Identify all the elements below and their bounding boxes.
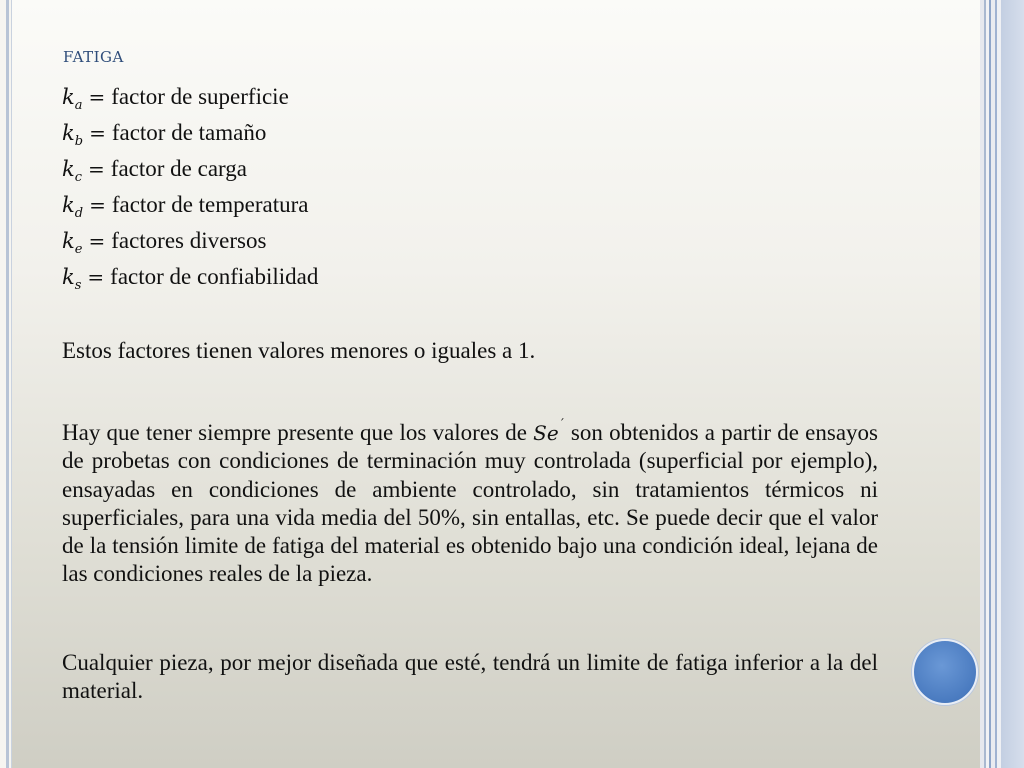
- statement-paragraph: Estos factores tienen valores menores o iguales a 1.: [62, 338, 536, 363]
- conclusion-paragraph: Cualquier pieza, por mejor diseñada que esté, tendrá un limite de fatiga inferior a la del material.: [62, 650, 878, 704]
- equals-sign: =: [87, 265, 105, 289]
- factor-item-ke: [62, 226, 266, 256]
- factor-item-kd: [62, 190, 309, 220]
- paragraph-text-start: Hay que tener siempre presente que los valores de: [62, 420, 534, 445]
- left-border-line: [6, 0, 9, 768]
- se-symbol: Se: [533, 421, 559, 445]
- factor-symbol: k: [62, 85, 75, 109]
- factor-symbol: k: [62, 121, 75, 145]
- factor-symbol: k: [62, 193, 75, 217]
- equals-sign: =: [88, 157, 105, 181]
- factor-description: factores diversos: [111, 228, 267, 253]
- paragraph-text-end: son obtenidos a partir de ensayos de probetas con condiciones de terminación muy controlada (superficial por ejemplo), ensayadas en condiciones de ambiente controlado, sin tratamientos térmicos ni superficiales, para una vida media del 50%, sin entallas, etc. Se puede decir que el valor de la tensión limite de fatiga del material es obtenido bajo una condición ideal, lejana de las condiciones reales de la pieza.: [62, 420, 878, 587]
- factor-subscript: b: [74, 134, 84, 149]
- factor-item-ks: [62, 262, 318, 292]
- factor-description: factor de temperatura: [111, 192, 309, 217]
- factor-item-kb: [62, 118, 266, 148]
- equals-sign: =: [89, 193, 106, 217]
- prime-mark: ´: [558, 417, 565, 431]
- factor-item-ka: [62, 82, 289, 112]
- factor-subscript: c: [74, 170, 83, 185]
- equals-sign: =: [88, 85, 106, 109]
- right-border-stripe: [1001, 0, 1024, 768]
- explanation-paragraph: [62, 410, 878, 589]
- factor-description: factor de superficie: [111, 84, 289, 109]
- equals-sign: =: [89, 121, 106, 145]
- factor-symbol: k: [62, 157, 75, 181]
- factor-subscript: e: [74, 242, 83, 257]
- factor-subscript: s: [74, 278, 82, 293]
- decorative-circle-icon: [912, 639, 978, 705]
- factor-description: factor de confiabilidad: [110, 264, 319, 289]
- factor-description: factor de carga: [110, 156, 247, 181]
- factor-description: factor de tamaño: [111, 120, 267, 145]
- factor-symbol: k: [62, 229, 75, 253]
- slide-title: FATIGA: [63, 48, 124, 66]
- factor-subscript: d: [74, 206, 84, 221]
- factor-subscript: a: [74, 98, 83, 113]
- factor-symbol: k: [62, 265, 75, 289]
- factor-item-kc: [62, 154, 247, 184]
- equals-sign: =: [88, 229, 106, 253]
